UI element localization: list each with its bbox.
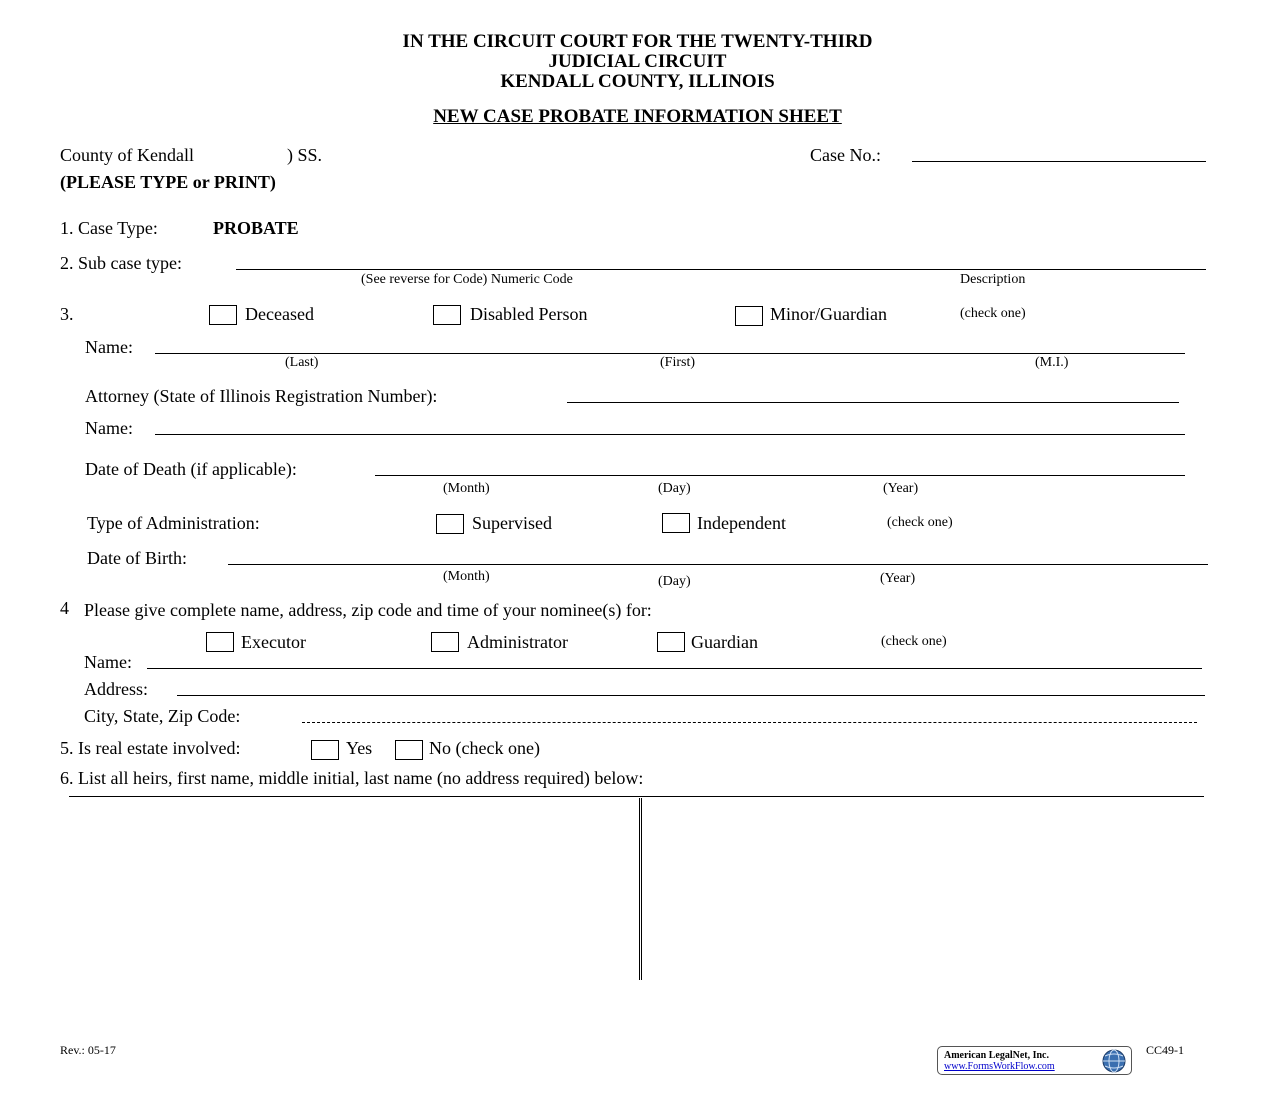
real-estate-no-label: No (check one) <box>429 738 540 758</box>
nominee-city-state-zip-label: City, State, Zip Code: <box>84 706 241 726</box>
dob-day-caption: (Day) <box>658 574 691 589</box>
attorney-name-label: Name: <box>85 418 133 438</box>
section-4-number: 4 <box>60 598 69 618</box>
revision-note: Rev.: 05-17 <box>60 1043 116 1057</box>
court-county-line: KENDALL COUNTY, ILLINOIS <box>500 71 775 92</box>
globe-icon <box>1101 1048 1127 1074</box>
disabled-person-label: Disabled Person <box>470 304 588 324</box>
sub-case-type-label: 2. Sub case type: <box>60 253 182 273</box>
section-3-number: 3. <box>60 304 74 324</box>
logo-company-name: American LegalNet, Inc. <box>944 1050 1049 1061</box>
court-name-line2: JUDICIAL CIRCUIT <box>548 51 727 72</box>
attorney-name-field[interactable] <box>155 434 1185 435</box>
county-label: County of Kendall <box>60 145 194 165</box>
nominee-address-label: Address: <box>84 679 148 699</box>
guardian-label: Guardian <box>691 632 758 652</box>
administrator-label: Administrator <box>467 632 568 652</box>
case-type-label: 1. Case Type: <box>60 218 158 238</box>
deceased-checkbox[interactable] <box>209 305 237 325</box>
deceased-label: Deceased <box>245 304 314 324</box>
middle-initial-caption: (M.I.) <box>1035 355 1069 370</box>
administrator-checkbox[interactable] <box>431 632 459 652</box>
nominee-name-label: Name: <box>84 652 132 672</box>
executor-label: Executor <box>241 632 306 652</box>
description-caption: Description <box>960 272 1026 287</box>
admin-check-one-note: (check one) <box>887 515 953 530</box>
dob-year-caption: (Year) <box>880 571 916 586</box>
first-name-caption: (First) <box>660 355 695 370</box>
heirs-table-top-rule <box>69 796 1204 797</box>
case-no-label: Case No.: <box>810 145 881 165</box>
real-estate-yes-label: Yes <box>346 738 373 758</box>
date-of-birth-field[interactable] <box>228 564 1208 565</box>
minor-guardian-label: Minor/Guardian <box>770 304 887 324</box>
supervised-checkbox[interactable] <box>436 514 464 534</box>
independent-label: Independent <box>697 513 786 533</box>
attorney-registration-field[interactable] <box>567 402 1179 403</box>
dob-month-caption: (Month) <box>443 569 490 584</box>
form-id: CC49-1 <box>1146 1043 1185 1057</box>
subject-name-label: Name: <box>85 337 133 357</box>
guardian-checkbox[interactable] <box>657 632 685 652</box>
disabled-person-checkbox[interactable] <box>433 305 461 325</box>
dod-day-caption: (Day) <box>658 481 691 496</box>
sub-case-type-field[interactable] <box>236 269 1206 270</box>
real-estate-no-checkbox[interactable] <box>395 740 423 760</box>
heirs-left-column[interactable] <box>70 800 636 978</box>
nominee-instruction: Please give complete name, address, zip code and time of your nominee(s) for: <box>84 600 652 620</box>
case-type-value: PROBATE <box>213 218 299 238</box>
heirs-column-divider <box>639 798 642 980</box>
attorney-registration-label: Attorney (State of Illinois Registration Number): <box>85 386 438 406</box>
check-one-note: (check one) <box>960 306 1026 321</box>
heirs-instruction: 6. List all heirs, first name, middle initial, last name (no address required) below: <box>60 768 644 788</box>
minor-guardian-checkbox[interactable] <box>735 306 763 326</box>
numeric-code-caption: (See reverse for Code) Numeric Code <box>361 272 573 287</box>
real-estate-yes-checkbox[interactable] <box>311 740 339 760</box>
real-estate-label: 5. Is real estate involved: <box>60 738 241 758</box>
nominee-city-state-zip-field[interactable] <box>302 722 1197 723</box>
subject-name-field[interactable] <box>155 353 1185 354</box>
ss-label: ) SS. <box>287 145 323 165</box>
date-of-death-field[interactable] <box>375 475 1185 476</box>
last-name-caption: (Last) <box>285 355 319 370</box>
court-name-line1: IN THE CIRCUIT COURT FOR THE TWENTY-THIRD <box>402 31 873 52</box>
case-no-field[interactable] <box>912 161 1206 162</box>
american-legalnet-logo[interactable] <box>937 1046 1132 1075</box>
executor-checkbox[interactable] <box>206 632 234 652</box>
form-title: NEW CASE PROBATE INFORMATION SHEET <box>433 106 842 127</box>
date-of-death-label: Date of Death (if applicable): <box>85 459 297 479</box>
type-or-print-instruction: (PLEASE TYPE or PRINT) <box>60 172 276 192</box>
administration-type-label: Type of Administration: <box>87 513 260 533</box>
dod-year-caption: (Year) <box>883 481 919 496</box>
nominee-address-field[interactable] <box>177 695 1205 696</box>
logo-url[interactable]: www.FormsWorkFlow.com <box>944 1061 1055 1072</box>
dod-month-caption: (Month) <box>443 481 490 496</box>
supervised-label: Supervised <box>472 513 552 533</box>
date-of-birth-label: Date of Birth: <box>87 548 187 568</box>
nominee-name-field[interactable] <box>147 668 1202 669</box>
independent-checkbox[interactable] <box>662 513 690 533</box>
nominee-check-one-note: (check one) <box>881 634 947 649</box>
heirs-right-column[interactable] <box>646 800 1204 978</box>
